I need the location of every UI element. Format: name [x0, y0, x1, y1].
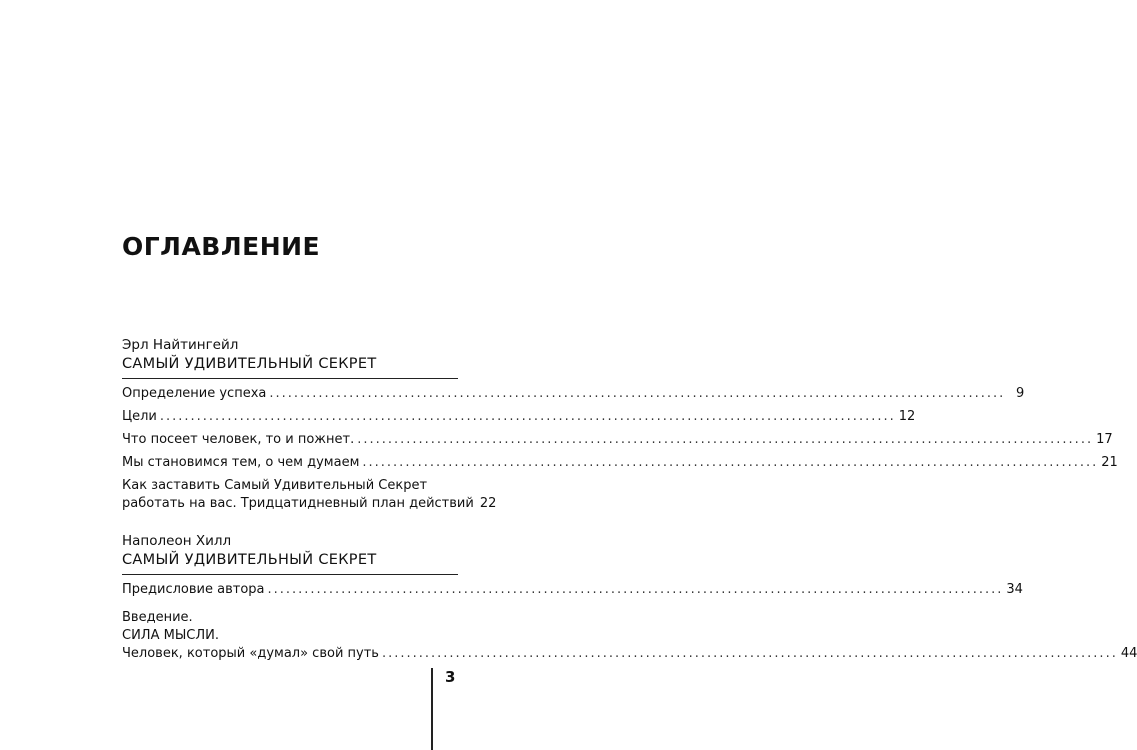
section-title: САМЫЙ УДИВИТЕЛЬНЫЙ СЕКРЕТ	[122, 354, 458, 379]
section-author: Эрл Найтингейл	[122, 337, 239, 353]
toc-entry-page: 34	[1006, 582, 1023, 597]
toc-entry-line: Введение.	[122, 610, 193, 625]
toc-entry-line: СИЛА МЫСЛИ.	[122, 628, 219, 643]
toc-entry-text: Предисловие автора	[122, 582, 265, 597]
toc-entry-page: 17	[1096, 432, 1113, 447]
toc-section-nightingale	[122, 336, 1118, 518]
page-number: 3	[445, 668, 456, 686]
toc-entry-text: Мы становимся тем, о чем думаем	[122, 455, 360, 470]
toc-entry-text: Что посеет человек, то и пожнет.	[122, 432, 355, 447]
toc-entry[interactable]	[122, 454, 1118, 472]
dot-leader: ........................................................................................................................	[269, 386, 1006, 401]
toc-section-hill	[122, 532, 1137, 668]
toc-entry-text: Цели	[122, 409, 157, 424]
toc-entry[interactable]	[122, 581, 1023, 599]
page-number-rule	[431, 668, 433, 750]
section-title: САМЫЙ УДИВИТЕЛЬНЫЙ СЕКРЕТ	[122, 550, 458, 575]
toc-entry-line: Как заставить Самый Удивительный Секрет	[122, 478, 428, 493]
toc-entry-page: 12	[898, 409, 916, 424]
toc-entry-text: Определение успеха	[122, 386, 267, 401]
toc-entry-page: 44	[1120, 646, 1137, 661]
toc-entry-text: работать на вас. Тридцатидневный план действий	[122, 496, 474, 511]
section-author: Наполеон Хилл	[122, 533, 232, 549]
dot-leader: ........................................................................................................................	[267, 582, 1004, 597]
toc-entry[interactable]	[122, 609, 1137, 663]
toc-entry-page: 9	[1015, 386, 1025, 401]
toc-entry-page: 21	[1101, 455, 1118, 470]
dot-leader: ........................................................................................................................	[381, 646, 1118, 661]
dot-leader: ........................................................................................................................	[159, 409, 896, 424]
dot-leader: ........................................................................................................................	[357, 432, 1094, 447]
toc-entry[interactable]	[122, 431, 1113, 449]
toc-entry[interactable]	[122, 477, 497, 513]
toc-entry-text: Человек, который «думал» свой путь	[122, 646, 379, 661]
toc-entry[interactable]	[122, 385, 1025, 403]
toc-entry[interactable]	[122, 408, 916, 426]
toc-entry-page: 22	[479, 496, 497, 511]
page-title: ОГЛАВЛЕНИЕ	[122, 232, 321, 261]
dot-leader: ........................................................................................................................	[362, 455, 1099, 470]
